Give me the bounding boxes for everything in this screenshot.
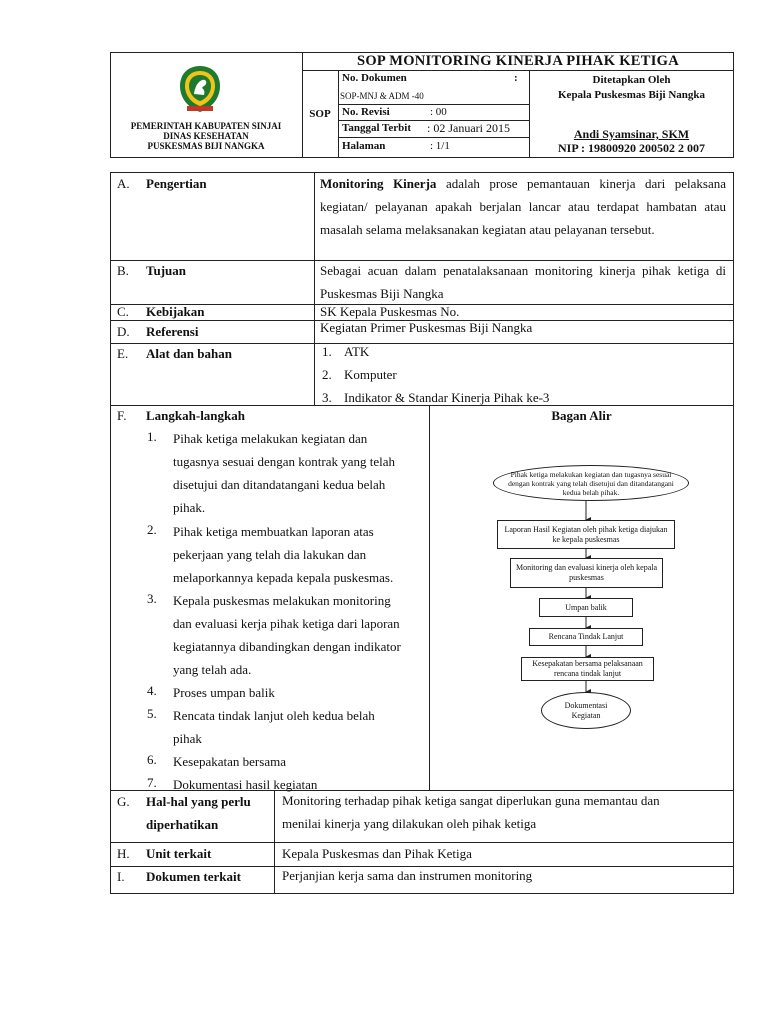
step-3-line-4: yang telah ada. [173,662,252,677]
step-1-line-2: tugasnya sesuai dengan kontrak yang telah [173,454,396,469]
doc-no-colon: : [514,72,518,84]
page-title: SOP MONITORING KINERJA PIHAK KETIGA [356,53,680,69]
revisi-value: : 00 [430,106,447,118]
sop-label: SOP [309,108,331,120]
org-line-1: PEMERINTAH KABUPATEN SINJAI [130,121,282,131]
section-g-label-1: Hal-hal yang perlu [146,794,251,809]
tanggal-value: : 02 Januari 2015 [427,121,510,135]
step-3-line-1: Kepala puskesmas melakukan monitoring [173,593,391,608]
step-3-line-3: kegiatannya dibandingkan dengan indikator [173,639,401,654]
section-d-label: Referensi [146,324,199,339]
section-c-label: Kebijakan [146,304,205,319]
section-h-label: Unit terkait [146,846,212,861]
step-num-7: 7. [147,775,157,790]
doc-no-value: SOP-MNJ & ADM -40 [340,91,424,101]
signer-block [529,127,734,155]
halaman-label: Halaman [342,140,386,152]
alat-num-2: 2. [322,367,332,382]
org-line-3: PUSKESMAS BIJI NANGKA [147,141,265,151]
section-i-label: Dokumen terkait [146,869,241,884]
ditetapkan-line-2: Kepala Puskesmas Biji Nangka [558,89,705,101]
tanggal-label: Tanggal Terbit [342,122,411,134]
step-6-line-1: Kesepakatan bersama [173,754,286,769]
section-g-letter: G. [117,794,130,809]
step-5-line-1: Rencata tindak lanjut oleh kedua belah [173,708,375,723]
section-a-term: Monitoring Kinerja [320,176,437,191]
alat-item-2: Komputer [344,367,397,382]
step-1-line-4: pihak. [173,500,206,515]
step-num-3: 3. [147,591,157,606]
step-2-line-3: melaporkannya kepada kepala puskesmas. [173,570,394,585]
alat-num-1: 1. [322,344,332,359]
section-c-letter: C. [117,304,129,319]
org-name [110,121,302,151]
step-num-5: 5. [147,706,157,721]
flow-step-3: Monitoring dan evaluasi kinerja oleh kepala puskesmas [510,558,663,588]
bagan-alir-label: Bagan Alir [551,408,612,423]
step-7-line-1: Dokumentasi hasil kegiatan [173,777,318,792]
section-h-letter: H. [117,846,130,861]
step-num-2: 2. [147,522,157,537]
alat-num-3: 3. [322,390,332,405]
step-num-6: 6. [147,752,157,767]
doc-no-label: No. Dokumen [342,72,407,84]
section-a-letter: A. [117,176,130,191]
section-f-letter: F. [117,408,127,423]
section-i-text: Perjanjian kerja sama dan instrumen monitoring [282,868,533,883]
flow-step-1: Pihak ketiga melakukan kegiatan dan tugasnya sesuai dengan kontrak yang telah disetujui dan ditandatangani kedua belah pihak. [493,465,689,501]
org-line-2: DINAS KESEHATAN [163,131,249,141]
ditetapkan-oleh [529,73,734,103]
flow-step-4: Umpan balik [539,598,633,617]
step-num-4: 4. [147,683,157,698]
step-num-1: 1. [147,429,157,444]
section-g-label-2: diperhatikan [146,817,219,832]
ditetapkan-line-1: Ditetapkan Oleh [592,74,671,86]
alat-item-3: Indikator & Standar Kinerja Pihak ke-3 [344,390,550,405]
section-b-label: Tujuan [146,263,186,278]
flow-step-6: Kesepakatan bersama pelaksanaan rencana tindak lanjut [521,657,654,681]
section-f-label: Langkah-langkah [146,408,245,423]
section-i-letter: I. [117,869,125,884]
section-b-letter: B. [117,263,129,278]
step-2-line-1: Pihak ketiga membuatkan laporan atas [173,524,374,539]
step-3-line-2: dan evaluasi kerja pihak ketiga dari laporan [173,616,400,631]
flow-step-5: Rencana Tindak Lanjut [529,628,643,646]
step-1-line-3: disetujui dan ditandatangani kedua belah [173,477,386,492]
halaman-value: : 1/1 [430,140,450,152]
step-1-line-1: Pihak ketiga melakukan kegiatan dan [173,431,368,446]
alat-item-1: ATK [344,344,370,359]
step-2-line-2: pekerjaan yang telah dia lakukan dan [173,547,367,562]
step-4-line-1: Proses umpan balik [173,685,275,700]
section-a-definition: adalah prose pemantauan kinerja dari pelaksana kegiatan/ pelayanan apakah berjalan lancar atau terdapat hambatan atau masalah selama melaksanakan kegiatan atau pelayanan tersebut. [320,176,726,237]
revisi-label: No. Revisi [342,106,390,118]
section-d-letter: D. [117,324,130,339]
section-e-label: Alat dan bahan [146,346,232,361]
section-g-line-2: menilai kinerja yang dilakukan oleh pihak ketiga [282,816,537,831]
section-g-line-1: Monitoring terhadap pihak ketiga sangat diperlukan guna memantau dan [282,793,660,808]
section-c-text: SK Kepala Puskesmas No. [320,304,460,319]
section-a-text [320,172,726,241]
signer-name: Andi Syamsinar, SKM [573,127,690,141]
flow-step-7: Dokumentasi Kegiatan [541,692,631,729]
section-h-text: Kepala Puskesmas dan Pihak Ketiga [282,846,472,861]
flow-step-2: Laporan Hasil Kegiatan oleh pihak ketiga diajukan ke kepala puskesmas [497,520,675,549]
section-d-text: Kegiatan Primer Puskesmas Biji Nangka [320,320,533,335]
step-5-line-2: pihak [173,731,202,746]
section-b-text: Sebagai acuan dalam penatalaksanaan monitoring kinerja pihak ketiga di Puskesmas Biji Nangka [320,263,726,301]
signer-nip: NIP : 19800920 200502 2 007 [558,141,705,155]
section-a-label: Pengertian [146,176,207,191]
section-e-letter: E. [117,346,129,361]
puskesmas-logo [178,64,222,114]
